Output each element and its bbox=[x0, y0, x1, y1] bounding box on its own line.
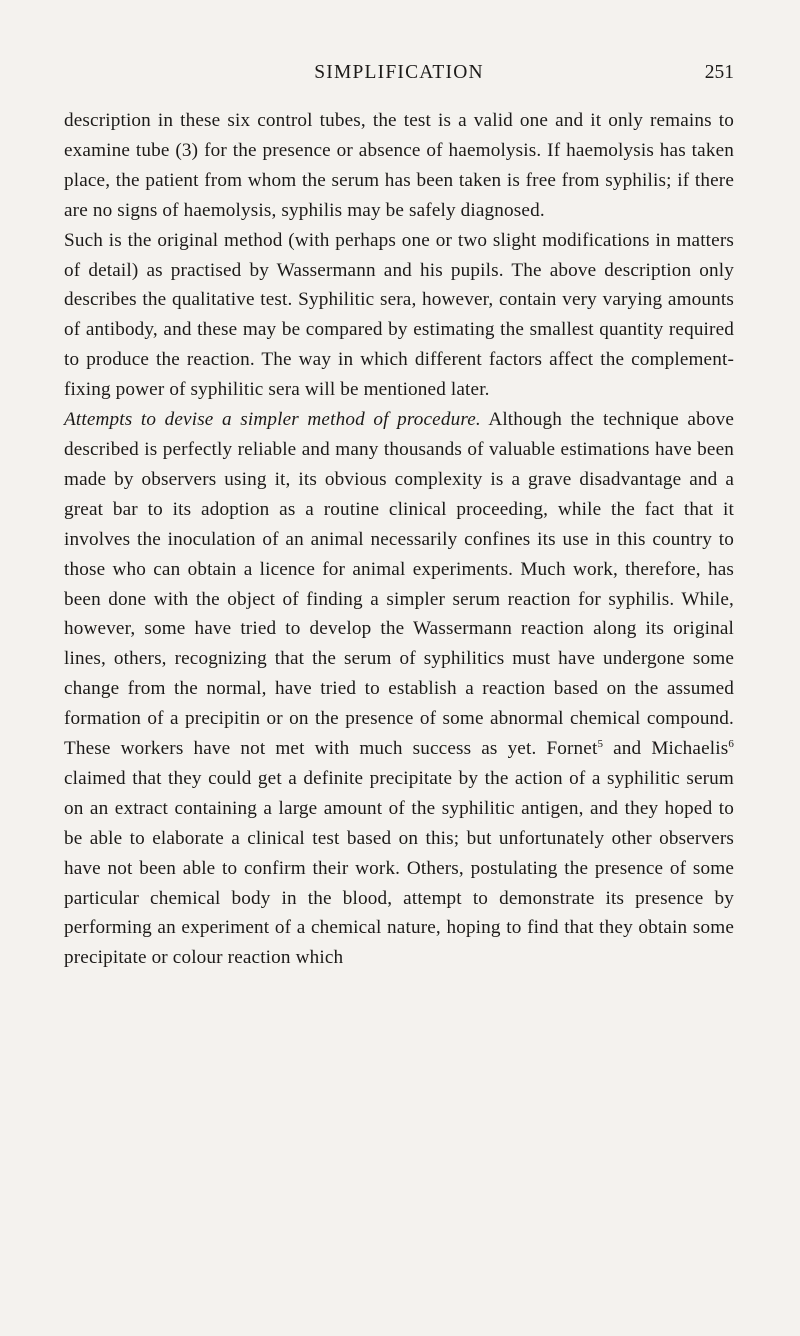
paragraph-1: description in these six control tubes, the test is a valid one and it only remains to examine tube (3) for the presence or absence of haemolysis. If haemolysis has taken place, the patient from whom the serum has been taken is free from syphilis; if there are no signs of haemolysis, syphilis may be safely diagnosed. bbox=[64, 110, 734, 221]
paragraph-3 bbox=[64, 405, 734, 973]
paragraph-3-text-c: claimed that they could get a definite precipitate by the action of a syphilitic serum on an extract containing a large amount of the syphilitic antigen, and they hoped to be able to elaborate a clinical test based on this; but unfortunately other observers have not been able to confirm their work. Others, postulating the presence of some particular chemical body in the blood, attempt to demonstrate its presence by performing an experiment of a chemical nature, hoping to find that they obtain some precipitate or colour reaction which bbox=[64, 767, 734, 969]
reference-5: 5 bbox=[597, 738, 604, 751]
body-text bbox=[64, 106, 734, 973]
section-subheading: Attempts to devise a simpler method of procedure. bbox=[64, 409, 481, 431]
reference-6: 6 bbox=[728, 738, 734, 751]
page-header bbox=[64, 62, 734, 96]
book-page bbox=[64, 62, 734, 973]
paragraph-3-text-b: and Michaelis bbox=[603, 738, 729, 760]
page-number: 251 bbox=[704, 62, 734, 83]
paragraph-3-text-a: Although the technique above described is perfectly reliable and many thousands of valuable estimations have been made by observers using it, its obvious complexity is a grave disadvantage and a great bar to its adoption as a routine clinical proceeding, while the fact that it involves the inoculation of an animal necessarily confines its use in this country to those who can obtain a licence for animal experiments. Much work, therefore, has been done with the object of finding a simpler serum reaction for syphilis. While, however, some have tried to develop the Wassermann reaction along its original lines, others, recognizing that the serum of syphilitics must have undergone some change from the normal, have tried to establish a reaction based on the assumed formation of a precipitin or on the presence of some abnormal chemical compound. These workers have not met with much success as yet. Fornet bbox=[64, 409, 734, 760]
running-head: SIMPLIFICATION bbox=[314, 62, 484, 83]
paragraph-2: Such is the original method (with perhaps one or two slight modifications in matters of detail) as practised by Wassermann and his pupils. The above description only describes the qualitative test. Syphilitic sera, however, contain very varying amounts of antibody, and these may be compared by estimating the smallest quantity required to produce the reaction. The way in which different factors affect the complement-fixing power of syphilitic sera will be mentioned later. bbox=[64, 229, 734, 401]
